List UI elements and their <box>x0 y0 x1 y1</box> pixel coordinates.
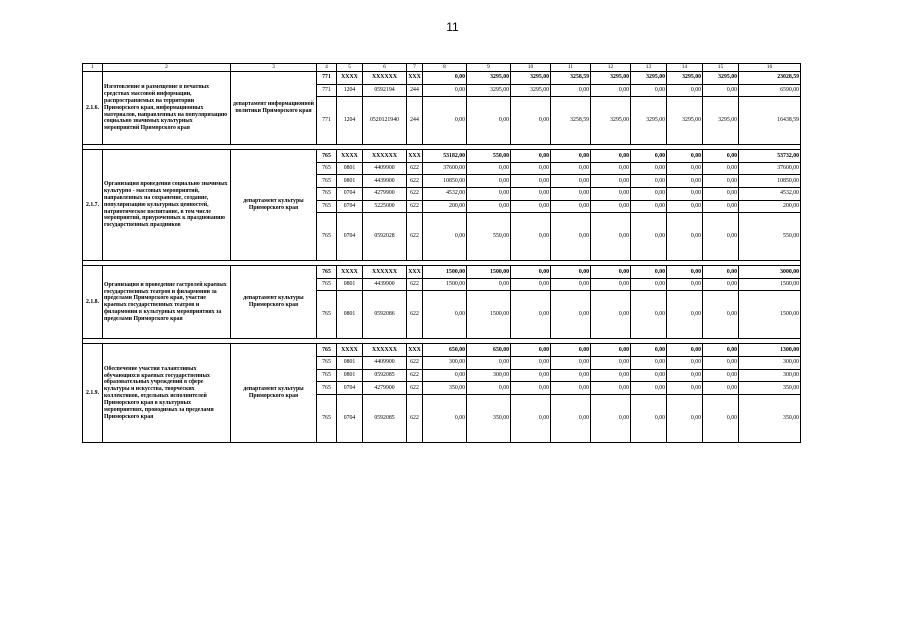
amount-cell: 550,00 <box>467 213 511 261</box>
code-cell: 4409900 <box>363 162 407 175</box>
code-cell: 0801 <box>337 369 363 382</box>
table-body <box>83 64 801 443</box>
amount-cell: 0,00 <box>667 187 703 200</box>
amount-cell: 1500,00 <box>423 266 467 279</box>
code-cell: 622 <box>407 162 423 175</box>
code-cell: 765 <box>317 213 337 261</box>
amount-cell: 0,00 <box>551 344 591 357</box>
amount-cell: 0,00 <box>551 291 591 339</box>
amount-cell: 550,00 <box>467 150 511 163</box>
code-cell: 765 <box>317 150 337 163</box>
amount-cell: 0,00 <box>703 394 739 442</box>
amount-cell: 0,00 <box>591 291 631 339</box>
amount-cell: 0,00 <box>591 200 631 213</box>
section-index: 2.1.9. <box>83 344 103 442</box>
amount-cell: 0,00 <box>667 382 703 395</box>
amount-cell: 1500,00 <box>467 291 511 339</box>
section-description: Изготовление и размещение в печатных средствах массовой информации, распространяемых на территории Приморского края, информационных материалов, направленных на популяризацию социально значимых культурных мероприятий Приморского края <box>103 72 231 145</box>
code-cell: XXX <box>407 266 423 279</box>
amount-cell: 0,00 <box>511 266 551 279</box>
code-cell: 622 <box>407 382 423 395</box>
code-cell: 765 <box>317 382 337 395</box>
amount-cell: 0,00 <box>631 382 667 395</box>
section-executor: департамент культуры Приморского края <box>231 344 317 442</box>
code-cell: 244 <box>407 84 423 97</box>
amount-cell: 0,00 <box>631 356 667 369</box>
amount-cell: 0,00 <box>667 175 703 188</box>
code-cell: 622 <box>407 213 423 261</box>
code-cell: 622 <box>407 369 423 382</box>
amount-cell: 37600,00 <box>423 162 467 175</box>
code-cell: XXX <box>407 150 423 163</box>
amount-cell: 53732,00 <box>739 150 801 163</box>
amount-cell: 0,00 <box>591 150 631 163</box>
amount-cell: 0,00 <box>591 266 631 279</box>
amount-cell: 0,00 <box>631 200 667 213</box>
code-cell: XXXX <box>337 150 363 163</box>
code-cell: 0801 <box>337 175 363 188</box>
amount-cell: 0,00 <box>667 200 703 213</box>
amount-cell: 350,00 <box>739 394 801 442</box>
amount-cell: 0,00 <box>467 278 511 291</box>
amount-cell: 0,00 <box>631 162 667 175</box>
code-cell: 1204 <box>337 84 363 97</box>
code-cell: XXXX <box>337 72 363 85</box>
amount-cell: 0,00 <box>551 382 591 395</box>
page-number: 11 <box>446 20 459 34</box>
section-index: 2.1.7. <box>83 150 103 261</box>
column-number: 5 <box>337 64 363 72</box>
amount-cell: 0,00 <box>591 369 631 382</box>
code-cell: 0801 <box>337 162 363 175</box>
amount-cell: 300,00 <box>423 356 467 369</box>
amount-cell: 3295,00 <box>591 72 631 85</box>
amount-cell: 650,00 <box>423 344 467 357</box>
section-index: 2.1.6. <box>83 72 103 145</box>
amount-cell: 3295,00 <box>591 97 631 145</box>
section-index: 2.1.8. <box>83 266 103 339</box>
amount-cell: 300,00 <box>739 369 801 382</box>
section-executor: департамент культуры Приморского края <box>231 266 317 339</box>
amount-cell: 350,00 <box>739 382 801 395</box>
table-row <box>83 72 801 85</box>
amount-cell: 350,00 <box>467 394 511 442</box>
amount-cell: 1500,00 <box>467 266 511 279</box>
amount-cell: 0,00 <box>467 162 511 175</box>
amount-cell: 0,00 <box>551 369 591 382</box>
amount-cell: 0,00 <box>703 150 739 163</box>
code-cell: 4279900 <box>363 187 407 200</box>
amount-cell: 0,00 <box>591 175 631 188</box>
code-cell: 1204 <box>337 97 363 145</box>
amount-cell: 0,00 <box>423 394 467 442</box>
code-cell: 0592194 <box>363 84 407 97</box>
amount-cell: 0,00 <box>591 187 631 200</box>
amount-cell: 0,00 <box>551 200 591 213</box>
code-cell: XXXXXX <box>363 72 407 85</box>
amount-cell: 0,00 <box>467 187 511 200</box>
amount-cell: 650,00 <box>467 344 511 357</box>
column-number: 3 <box>231 64 317 72</box>
amount-cell: 0,00 <box>551 175 591 188</box>
section-description: Обеспечение участия талантливых обучающихся краевых государственных образовательных учреждений в сфере культуры и искусства, творческих коллективов, отдельных исполнителей Приморского края в культурных мероприятиях, проводимых за пределами Приморского края <box>103 344 231 442</box>
amount-cell: 0,00 <box>631 266 667 279</box>
code-cell: 765 <box>317 187 337 200</box>
amount-cell: 0,00 <box>551 213 591 261</box>
amount-cell: 0,00 <box>703 369 739 382</box>
code-cell: 765 <box>317 162 337 175</box>
amount-cell: 0,00 <box>703 162 739 175</box>
amount-cell: 300,00 <box>739 356 801 369</box>
column-number: 14 <box>667 64 703 72</box>
amount-cell: 0,00 <box>423 72 467 85</box>
amount-cell: 0,00 <box>631 213 667 261</box>
code-cell: 244 <box>407 97 423 145</box>
amount-cell: 0,00 <box>551 162 591 175</box>
amount-cell: 0,00 <box>551 150 591 163</box>
amount-cell: 0,00 <box>667 84 703 97</box>
amount-cell: 0,00 <box>511 344 551 357</box>
code-cell: 4409900 <box>363 356 407 369</box>
amount-cell: 1500,00 <box>739 291 801 339</box>
amount-cell: 0,00 <box>591 394 631 442</box>
code-cell: 771 <box>317 97 337 145</box>
amount-cell: 0,00 <box>631 394 667 442</box>
amount-cell: 0,00 <box>423 369 467 382</box>
amount-cell: 0,00 <box>703 278 739 291</box>
column-number: 12 <box>591 64 631 72</box>
amount-cell: 0,00 <box>511 278 551 291</box>
column-number-row <box>83 64 801 72</box>
amount-cell: 0,00 <box>703 200 739 213</box>
code-cell: 765 <box>317 369 337 382</box>
amount-cell: 0,00 <box>667 291 703 339</box>
amount-cell: 3295,00 <box>467 72 511 85</box>
code-cell: XXXX <box>337 344 363 357</box>
amount-cell: 0,00 <box>511 213 551 261</box>
code-cell: 765 <box>317 200 337 213</box>
amount-cell: 53182,00 <box>423 150 467 163</box>
code-cell: 765 <box>317 175 337 188</box>
amount-cell: 0,00 <box>631 291 667 339</box>
code-cell: 4279900 <box>363 382 407 395</box>
section-description: Организация проведения социально значимых культурно - массовых мероприятий, направленных на сохранение, создание, популяризацию культурных ценностей, патриотическое воспитание, в том числе мероприятий, приуроченных к празднованию государственных праздников <box>103 150 231 261</box>
code-cell: 4439900 <box>363 278 407 291</box>
amount-cell: 0,00 <box>423 97 467 145</box>
amount-cell: 0,00 <box>631 344 667 357</box>
amount-cell: 0,00 <box>551 278 591 291</box>
table-row <box>83 344 801 357</box>
code-cell: XXXXXX <box>363 150 407 163</box>
code-cell: 0592085 <box>363 369 407 382</box>
amount-cell: 0,00 <box>703 382 739 395</box>
amount-cell: 0,00 <box>703 291 739 339</box>
code-cell: 765 <box>317 394 337 442</box>
amount-cell: 0,00 <box>703 84 739 97</box>
amount-cell: 300,00 <box>467 369 511 382</box>
amount-cell: 3295,00 <box>667 97 703 145</box>
code-cell: 0520121940 <box>363 97 407 145</box>
amount-cell: 0,00 <box>551 84 591 97</box>
amount-cell: 0,00 <box>703 213 739 261</box>
code-cell: XXX <box>407 344 423 357</box>
amount-cell: 0,00 <box>467 175 511 188</box>
code-cell: 0704 <box>337 187 363 200</box>
code-cell: XXXXXX <box>363 266 407 279</box>
amount-cell: 0,00 <box>591 213 631 261</box>
amount-cell: 3295,00 <box>631 97 667 145</box>
amount-cell: 0,00 <box>591 84 631 97</box>
amount-cell: 0,00 <box>631 278 667 291</box>
amount-cell: 3000,00 <box>739 266 801 279</box>
amount-cell: 0,00 <box>703 266 739 279</box>
column-number: 10 <box>511 64 551 72</box>
amount-cell: 3295,00 <box>511 72 551 85</box>
amount-cell: 0,00 <box>467 356 511 369</box>
column-number: 13 <box>631 64 667 72</box>
amount-cell: 0,00 <box>631 187 667 200</box>
code-cell: 4439900 <box>363 175 407 188</box>
code-cell: 765 <box>317 344 337 357</box>
column-number: 4 <box>317 64 337 72</box>
table-row <box>83 150 801 163</box>
amount-cell: 0,00 <box>511 162 551 175</box>
code-cell: XXXXXX <box>363 344 407 357</box>
amount-cell: 0,00 <box>511 97 551 145</box>
amount-cell: 4532,00 <box>739 187 801 200</box>
amount-cell: 0,00 <box>511 356 551 369</box>
amount-cell: 0,00 <box>511 200 551 213</box>
amount-cell: 23028,59 <box>739 72 801 85</box>
amount-cell: 0,00 <box>703 344 739 357</box>
amount-cell: 0,00 <box>703 187 739 200</box>
code-cell: 765 <box>317 356 337 369</box>
amount-cell: 0,00 <box>631 84 667 97</box>
code-cell: 622 <box>407 187 423 200</box>
column-number: 15 <box>703 64 739 72</box>
code-cell: 0704 <box>337 213 363 261</box>
amount-cell: 0,00 <box>511 382 551 395</box>
column-number: 2 <box>103 64 231 72</box>
amount-cell: 0,00 <box>631 175 667 188</box>
amount-cell: 0,00 <box>667 344 703 357</box>
amount-cell: 0,00 <box>551 187 591 200</box>
code-cell: XXXX <box>337 266 363 279</box>
code-cell: 0592086 <box>363 291 407 339</box>
amount-cell: 0,00 <box>423 291 467 339</box>
amount-cell: 0,00 <box>467 382 511 395</box>
table-row <box>83 266 801 279</box>
amount-cell: 37600,00 <box>739 162 801 175</box>
amount-cell: 0,00 <box>631 369 667 382</box>
amount-cell: 1500,00 <box>739 278 801 291</box>
amount-cell: 0,00 <box>667 356 703 369</box>
code-cell: 765 <box>317 278 337 291</box>
amount-cell: 0,00 <box>511 394 551 442</box>
amount-cell: 0,00 <box>631 150 667 163</box>
amount-cell: 0,00 <box>467 97 511 145</box>
amount-cell: 10850,00 <box>739 175 801 188</box>
section-description: Организация и проведение гастролей краевых государственных театров и филармонии за пределами Приморского края, участие краевых государственных театров и филармонии в культурных мероприятиях за пределами Приморского края <box>103 266 231 339</box>
code-cell: 0801 <box>337 356 363 369</box>
amount-cell: 3295,00 <box>667 72 703 85</box>
amount-cell: 0,00 <box>591 278 631 291</box>
amount-cell: 6590,00 <box>739 84 801 97</box>
amount-cell: 0,00 <box>667 162 703 175</box>
code-cell: 622 <box>407 394 423 442</box>
amount-cell: 0,00 <box>467 200 511 213</box>
amount-cell: 16438,59 <box>739 97 801 145</box>
code-cell: 0704 <box>337 200 363 213</box>
code-cell: 622 <box>407 278 423 291</box>
code-cell: 771 <box>317 84 337 97</box>
amount-cell: 350,00 <box>423 382 467 395</box>
amount-cell: 200,00 <box>423 200 467 213</box>
code-cell: 622 <box>407 356 423 369</box>
amount-cell: 3258,59 <box>551 97 591 145</box>
amount-cell: 3295,00 <box>467 84 511 97</box>
code-cell: 622 <box>407 291 423 339</box>
code-cell: 0704 <box>337 394 363 442</box>
amount-cell: 550,00 <box>739 213 801 261</box>
column-number: 16 <box>739 64 801 72</box>
column-number: 11 <box>551 64 591 72</box>
column-number: 9 <box>467 64 511 72</box>
code-cell: 5225000 <box>363 200 407 213</box>
amount-cell: 0,00 <box>667 266 703 279</box>
amount-cell: 0,00 <box>703 356 739 369</box>
amount-cell: 0,00 <box>591 356 631 369</box>
code-cell: 0592028 <box>363 213 407 261</box>
amount-cell: 0,00 <box>551 356 591 369</box>
amount-cell: 200,00 <box>739 200 801 213</box>
amount-cell: 3295,00 <box>511 84 551 97</box>
amount-cell: 0,00 <box>511 291 551 339</box>
code-cell: 771 <box>317 72 337 85</box>
amount-cell: 0,00 <box>423 213 467 261</box>
amount-cell: 3258,59 <box>551 72 591 85</box>
code-cell: 622 <box>407 175 423 188</box>
amount-cell: 1300,00 <box>739 344 801 357</box>
amount-cell: 0,00 <box>667 278 703 291</box>
amount-cell: 4532,00 <box>423 187 467 200</box>
amount-cell: 0,00 <box>511 175 551 188</box>
code-cell: 765 <box>317 266 337 279</box>
amount-cell: 3295,00 <box>703 97 739 145</box>
amount-cell: 0,00 <box>423 84 467 97</box>
amount-cell: 0,00 <box>667 213 703 261</box>
section-executor: департамент информационной политики Приморского края <box>231 72 317 145</box>
amount-cell: 0,00 <box>511 187 551 200</box>
amount-cell: 0,00 <box>551 394 591 442</box>
code-cell: 0592085 <box>363 394 407 442</box>
amount-cell: 0,00 <box>591 162 631 175</box>
code-cell: XXX <box>407 72 423 85</box>
amount-cell: 0,00 <box>703 175 739 188</box>
amount-cell: 3295,00 <box>631 72 667 85</box>
column-number: 1 <box>83 64 103 72</box>
amount-cell: 0,00 <box>667 150 703 163</box>
amount-cell: 1500,00 <box>423 278 467 291</box>
amount-cell: 3295,00 <box>703 72 739 85</box>
section-executor: департамент культуры Приморского края <box>231 150 317 261</box>
amount-cell: 0,00 <box>511 369 551 382</box>
column-number: 6 <box>363 64 407 72</box>
budget-table <box>82 63 801 443</box>
code-cell: 622 <box>407 200 423 213</box>
amount-cell: 0,00 <box>667 369 703 382</box>
amount-cell: 0,00 <box>667 394 703 442</box>
code-cell: 0801 <box>337 291 363 339</box>
column-number: 7 <box>407 64 423 72</box>
amount-cell: 0,00 <box>511 150 551 163</box>
code-cell: 765 <box>317 291 337 339</box>
amount-cell: 0,00 <box>551 266 591 279</box>
column-number: 8 <box>423 64 467 72</box>
amount-cell: 0,00 <box>591 382 631 395</box>
code-cell: 0801 <box>337 278 363 291</box>
code-cell: 0704 <box>337 382 363 395</box>
amount-cell: 0,00 <box>591 344 631 357</box>
amount-cell: 10850,00 <box>423 175 467 188</box>
